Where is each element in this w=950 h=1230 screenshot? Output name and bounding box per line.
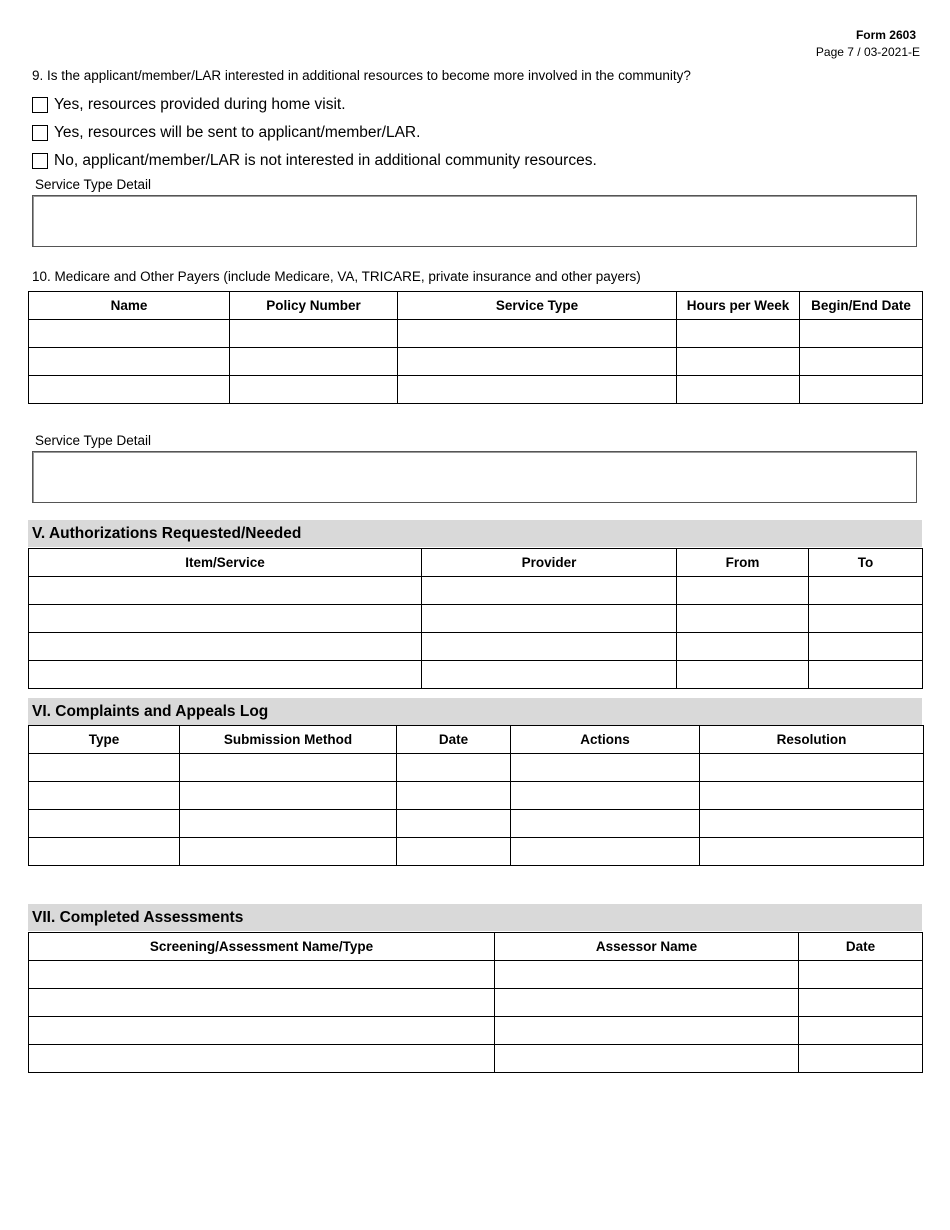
- table-cell[interactable]: [29, 754, 180, 782]
- table-row: [29, 961, 923, 989]
- table-row: [29, 838, 924, 866]
- table-cell[interactable]: [700, 810, 924, 838]
- option-label: Yes, resources will be sent to applicant/member/LAR.: [54, 124, 421, 141]
- table-cell[interactable]: [511, 838, 700, 866]
- table-cell[interactable]: [230, 320, 398, 348]
- assessments-table: [28, 932, 923, 1073]
- col-header: Assessor Name: [495, 933, 799, 961]
- section-v-heading: V. Authorizations Requested/Needed: [28, 520, 922, 547]
- service-type-detail-field[interactable]: [32, 451, 917, 503]
- table-cell[interactable]: [397, 810, 511, 838]
- question-9: 9. Is the applicant/member/LAR interested in additional resources to become more involved in the community?: [32, 68, 691, 83]
- table-cell[interactable]: [495, 989, 799, 1017]
- table-cell[interactable]: [180, 838, 397, 866]
- table-cell[interactable]: [700, 838, 924, 866]
- table-cell[interactable]: [799, 989, 923, 1017]
- section-vi-heading: VI. Complaints and Appeals Log: [28, 698, 922, 725]
- table-cell[interactable]: [511, 782, 700, 810]
- table-row: [29, 754, 924, 782]
- col-header: From: [677, 549, 809, 577]
- col-header: Screening/Assessment Name/Type: [29, 933, 495, 961]
- payers-table: [28, 291, 923, 404]
- table-cell[interactable]: [29, 1045, 495, 1073]
- table-cell[interactable]: [495, 1045, 799, 1073]
- col-header: Provider: [422, 549, 677, 577]
- table-cell[interactable]: [495, 1017, 799, 1045]
- table-row: [29, 633, 923, 661]
- table-cell[interactable]: [29, 810, 180, 838]
- table-cell[interactable]: [397, 838, 511, 866]
- table-cell[interactable]: [180, 810, 397, 838]
- table-cell[interactable]: [29, 633, 422, 661]
- table-cell[interactable]: [677, 605, 809, 633]
- table-row: [29, 320, 923, 348]
- table-cell[interactable]: [800, 376, 923, 404]
- col-header: Policy Number: [230, 292, 398, 320]
- table-cell[interactable]: [422, 605, 677, 633]
- col-header: Begin/End Date: [800, 292, 923, 320]
- table-cell[interactable]: [29, 782, 180, 810]
- col-header: Submission Method: [180, 726, 397, 754]
- section-vii-heading: VII. Completed Assessments: [28, 904, 922, 931]
- table-cell[interactable]: [29, 577, 422, 605]
- table-cell[interactable]: [799, 1045, 923, 1073]
- col-header: Date: [397, 726, 511, 754]
- table-cell[interactable]: [398, 348, 677, 376]
- table-row: [29, 989, 923, 1017]
- table-header-row: [29, 726, 924, 754]
- table-cell[interactable]: [180, 754, 397, 782]
- option-resources-provided[interactable]: [32, 96, 346, 114]
- checkbox[interactable]: [32, 153, 48, 169]
- table-row: [29, 1045, 923, 1073]
- table-row: [29, 376, 923, 404]
- option-label: No, applicant/member/LAR is not interested in additional community resources.: [54, 152, 597, 169]
- complaints-table: [28, 725, 924, 866]
- table-cell[interactable]: [29, 605, 422, 633]
- col-header: Service Type: [398, 292, 677, 320]
- col-header: Type: [29, 726, 180, 754]
- table-cell[interactable]: [29, 1017, 495, 1045]
- col-header: Name: [29, 292, 230, 320]
- table-cell[interactable]: [398, 376, 677, 404]
- table-cell[interactable]: [677, 661, 809, 689]
- table-cell[interactable]: [397, 754, 511, 782]
- service-type-detail-label: Service Type Detail: [35, 177, 152, 192]
- table-cell[interactable]: [677, 577, 809, 605]
- page-info: Page 7 / 03-2021-E: [815, 45, 920, 59]
- table-cell[interactable]: [511, 810, 700, 838]
- col-header: Hours per Week: [677, 292, 800, 320]
- option-resources-sent[interactable]: [32, 124, 420, 142]
- table-cell[interactable]: [29, 989, 495, 1017]
- table-header-row: [29, 933, 923, 961]
- table-row: [29, 348, 923, 376]
- table-cell[interactable]: [700, 754, 924, 782]
- table-row: [29, 577, 923, 605]
- table-cell[interactable]: [495, 961, 799, 989]
- table-cell[interactable]: [398, 320, 677, 348]
- table-cell[interactable]: [809, 661, 923, 689]
- table-cell[interactable]: [397, 782, 511, 810]
- table-cell[interactable]: [799, 961, 923, 989]
- option-not-interested[interactable]: [32, 152, 597, 170]
- table-cell[interactable]: [809, 633, 923, 661]
- table-cell[interactable]: [422, 633, 677, 661]
- table-cell[interactable]: [809, 605, 923, 633]
- table-cell[interactable]: [677, 633, 809, 661]
- table-cell[interactable]: [511, 754, 700, 782]
- table-cell[interactable]: [422, 661, 677, 689]
- table-cell[interactable]: [29, 348, 230, 376]
- table-cell[interactable]: [422, 577, 677, 605]
- table-header-row: [29, 549, 923, 577]
- service-type-detail-field[interactable]: [32, 195, 917, 247]
- table-cell[interactable]: [230, 348, 398, 376]
- table-cell[interactable]: [29, 961, 495, 989]
- authorizations-table: [28, 548, 923, 689]
- table-cell[interactable]: [677, 376, 800, 404]
- col-header: Date: [799, 933, 923, 961]
- table-row: [29, 810, 924, 838]
- table-cell[interactable]: [677, 348, 800, 376]
- col-header: Actions: [511, 726, 700, 754]
- col-header: To: [809, 549, 923, 577]
- col-header: Item/Service: [29, 549, 422, 577]
- table-cell[interactable]: [29, 661, 422, 689]
- table-cell[interactable]: [809, 577, 923, 605]
- table-cell[interactable]: [800, 348, 923, 376]
- option-label: Yes, resources provided during home visit.: [54, 96, 346, 113]
- table-header-row: [29, 292, 923, 320]
- table-cell[interactable]: [29, 376, 230, 404]
- table-cell[interactable]: [799, 1017, 923, 1045]
- table-cell[interactable]: [29, 320, 230, 348]
- table-cell[interactable]: [180, 782, 397, 810]
- table-row: [29, 661, 923, 689]
- table-cell[interactable]: [800, 320, 923, 348]
- checkbox[interactable]: [32, 97, 48, 113]
- question-10: 10. Medicare and Other Payers (include Medicare, VA, TRICARE, private insurance and other payers): [32, 269, 641, 284]
- table-cell[interactable]: [700, 782, 924, 810]
- table-cell[interactable]: [29, 838, 180, 866]
- table-cell[interactable]: [230, 376, 398, 404]
- table-row: [29, 605, 923, 633]
- form-number: Form 2603: [855, 28, 916, 42]
- service-type-detail-label: Service Type Detail: [35, 433, 152, 448]
- table-row: [29, 1017, 923, 1045]
- table-cell[interactable]: [677, 320, 800, 348]
- table-row: [29, 782, 924, 810]
- col-header: Resolution: [700, 726, 924, 754]
- checkbox[interactable]: [32, 125, 48, 141]
